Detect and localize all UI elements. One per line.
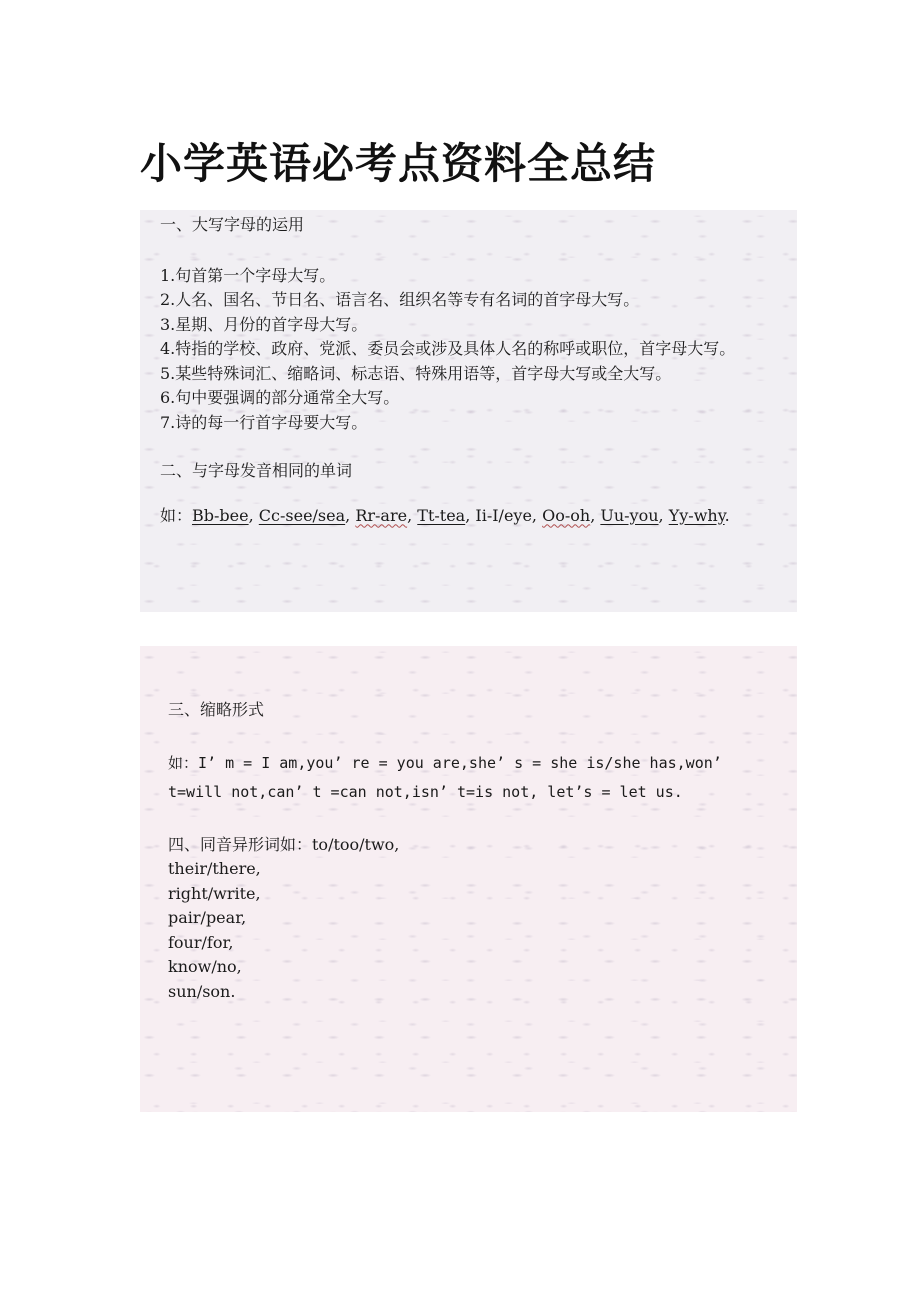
letter-word: Bb-bee [192, 505, 249, 525]
homophone-item: pair/pear, [168, 908, 247, 927]
letter-word: Yy-why [668, 505, 725, 525]
letter-word: Tt-tea [417, 505, 466, 525]
separator: , [531, 505, 543, 525]
image-panel-contractions [140, 646, 797, 1112]
letter-words-line [160, 504, 777, 529]
section-heading-contractions: 三、缩略形式 [168, 700, 265, 719]
homophone-item: their/there, [168, 859, 261, 878]
contractions-text: 如：I’ m = I am,you’ re = you are,she’ s = she is/she has,won’ t=will not,can’ t =can not,isn’ t=is not, let’s = let us. [168, 753, 722, 801]
separator: , [465, 505, 476, 525]
rule-item: 1.句首第一个字母大写。 [160, 265, 336, 285]
letter-word: Rr-are [355, 505, 408, 525]
rule-item: 6.句中要强调的部分通常全大写。 [160, 388, 400, 407]
rule-item: 2.人名、国名、节日名、语言名、组织名等专有名词的首字母大写。 [160, 290, 640, 309]
homophone-item: right/write, [168, 883, 261, 903]
letter-word: Ii-I/eye [475, 505, 532, 525]
page-title: 小学英语必考点资料全总结 [140, 139, 657, 188]
separator: , [658, 505, 669, 525]
separator: , [345, 505, 356, 525]
letter-word: Cc-see/sea [258, 505, 346, 525]
rule-item: 5.某些特殊词汇、缩略词、标志语、特殊用语等，首字母大写或全大写。 [160, 363, 672, 383]
rule-item: 7.诗的每一行首字母要大写。 [160, 412, 368, 432]
homophone-item: four/for, [168, 932, 234, 952]
separator: , [407, 505, 418, 525]
ending-punctuation: . [724, 505, 730, 525]
letter-word: Uu-you [600, 505, 659, 525]
separator: , [590, 505, 601, 525]
section-heading-homophones: 四、同音异形词如：to/too/two, [168, 834, 400, 854]
image-panel-capitalization [140, 210, 797, 612]
letter-word: Oo-oh [542, 505, 591, 525]
rule-item: 4.特指的学校、政府、党派、委员会或涉及具体人名的称呼或职位，首字母大写。 [160, 339, 736, 358]
section-heading-capitalization: 一、大写字母的运用 [160, 215, 305, 234]
homophone-item: know/no, [168, 957, 242, 976]
example-prefix: 如： [160, 505, 193, 525]
homophone-item: sun/son. [168, 981, 236, 1001]
rule-item: 3.星期、月份的首字母大写。 [160, 314, 368, 334]
section-heading-letter-words: 二、与字母发音相同的单词 [160, 461, 353, 480]
separator: , [248, 505, 259, 525]
